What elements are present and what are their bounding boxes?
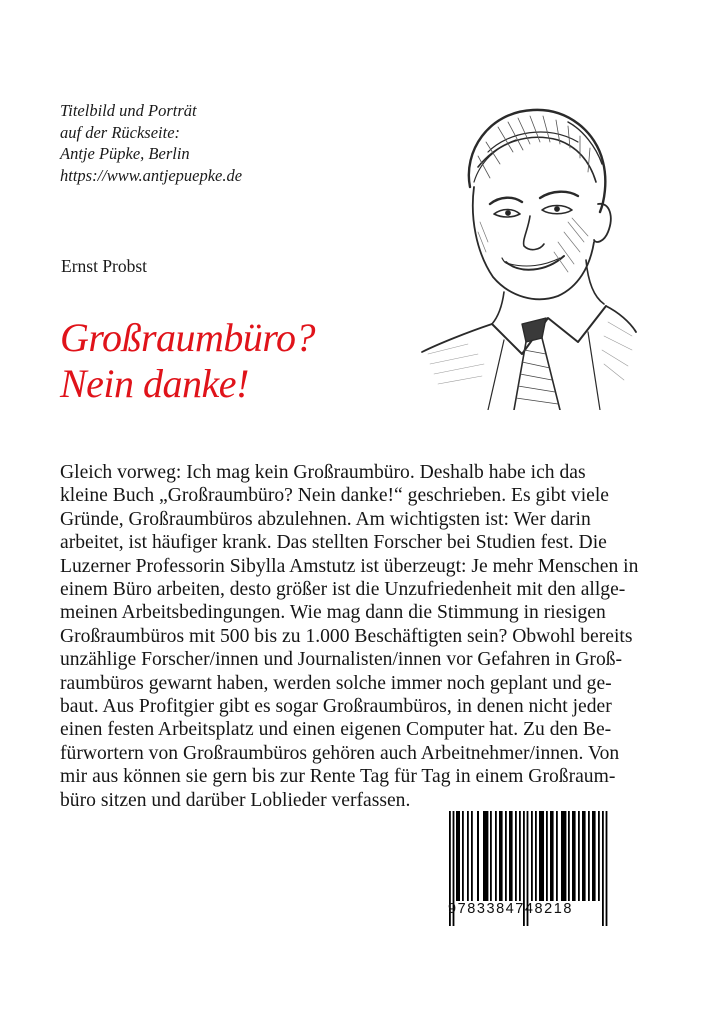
credits-line: Antje Püpke, Berlin — [60, 144, 190, 163]
title-line-1: Großraumbüro? — [60, 315, 316, 360]
blurb-line: einen festen Arbeitsplatz und einen eigenen Computer hat. Zu den Be- — [60, 719, 612, 741]
blurb-line: arbeitet, ist häufiger krank. Das stellten Forscher bei Studien fest. Die — [60, 532, 607, 554]
blurb-line: büro sitzen und darüber Loblieder verfassen. — [60, 789, 411, 811]
portrait-icon — [418, 92, 638, 410]
back-cover-blurb — [60, 461, 660, 812]
blurb-line: Gründe, Großraumbüros abzulehnen. Am wichtigsten ist: Wer darin — [60, 508, 591, 530]
blurb-line: Luzerner Professorin Sibylla Amstutz ist überzeugt: Je mehr Menschen in — [60, 555, 639, 577]
blurb-line: raumbüros gewarnt haben, werden solche immer noch geplant und ge- — [60, 672, 612, 694]
blurb-line: meinen Arbeitsbedingungen. Wie mag dann die Stimmung in riesigen — [60, 602, 606, 624]
blurb-line: Gleich vorweg: Ich mag kein Großraumbüro. Deshalb habe ich das — [60, 462, 586, 483]
blurb-line: einem Büro arbeiten, desto größer ist die Unzufriedenheit mit den allge- — [60, 579, 626, 601]
book-title — [60, 315, 315, 407]
title-line-2: Nein danke! — [60, 361, 249, 406]
blurb-line: fürwortern von Großraumbüros gehören auch Arbeitnehmer/innen. Von — [60, 742, 620, 764]
isbn-digits: 9783384748218 — [448, 901, 573, 917]
illustration-credits — [60, 100, 242, 186]
blurb-line: mir aus können sie gern bis zur Rente Tag für Tag in einem Großraum- — [60, 766, 616, 788]
author-name: Ernst Probst — [61, 256, 148, 276]
credits-line: Titelbild und Porträt — [60, 101, 197, 120]
blurb-line: unzählige Forscher/innen und Journalisten/innen vor Gefahren in Groß- — [60, 649, 623, 671]
blurb-line: kleine Buch „Großraumbüro? Nein danke!“ geschrieben. Es gibt viele — [60, 485, 609, 507]
blurb-line: Großraumbüros mit 500 bis zu 1.000 Beschäftigten sein? Obwohl bereits — [60, 625, 633, 647]
credits-line: auf der Rückseite: — [60, 122, 181, 142]
credits-line: https://www.antjepuepke.de — [60, 165, 243, 185]
blurb-line: baut. Aus Profitgier gibt es sogar Großraumbüros, in denen nicht jeder — [60, 696, 612, 718]
portrait-sketch-image — [418, 92, 638, 410]
